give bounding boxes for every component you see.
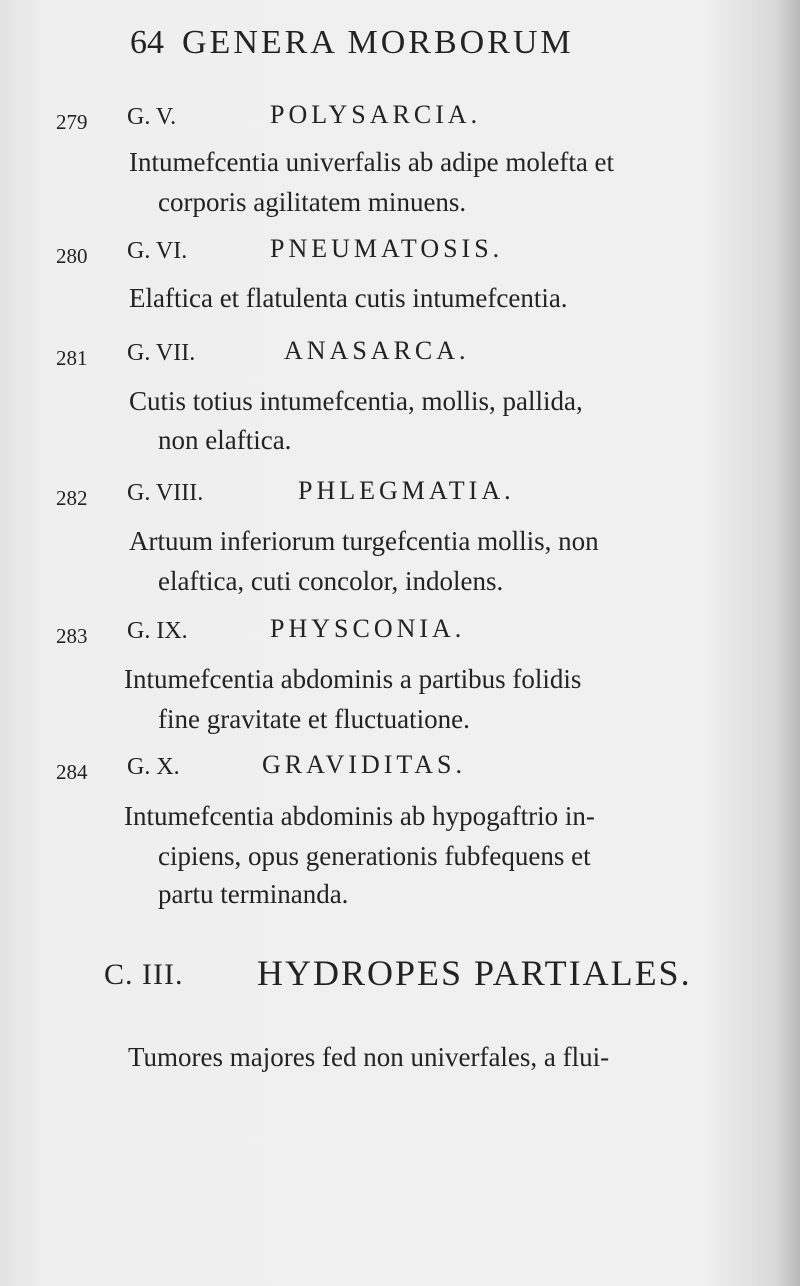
genus-label: G. VII. xyxy=(127,340,196,366)
genus-label: G. IX. xyxy=(127,618,188,644)
definition-line: fine gravitate et fluctuatione. xyxy=(158,704,470,734)
definition-line: elaftica, cuti concolor, indolens. xyxy=(158,566,504,596)
entry-number: 281 xyxy=(56,346,88,370)
entry-number: 279 xyxy=(56,110,88,134)
definition-line: Elaftica et flatulenta cutis intumefcentia. xyxy=(129,283,568,313)
definition-line: partu terminanda. xyxy=(158,879,349,909)
disease-name: PHYSCONIA. xyxy=(270,614,466,643)
entry-number: 284 xyxy=(56,760,88,784)
definition-line: corporis agilitatem minuens. xyxy=(158,187,467,217)
running-header xyxy=(130,24,574,62)
disease-name: POLYSARCIA. xyxy=(270,100,482,129)
definition-line: non elaftica. xyxy=(158,425,292,455)
entry-number: 283 xyxy=(56,624,88,648)
class-label: C. III. xyxy=(104,958,184,991)
definition-line: Intumefcentia abdominis a partibus folidis xyxy=(124,664,582,694)
class-title: HYDROPES PARTIALES. xyxy=(257,953,692,993)
definition-line: Intumefcentia univerfalis ab adipe molefta et xyxy=(129,147,615,177)
continuation-line: Tumores majores fed non univerfales, a flui- xyxy=(128,1042,610,1072)
definition-line: Intumefcentia abdominis ab hypogaftrio in- xyxy=(124,801,595,831)
entry-number: 280 xyxy=(56,244,88,268)
genus-label: G. VIII. xyxy=(127,480,204,506)
genus-label: G. V. xyxy=(127,104,177,130)
disease-name: ANASARCA. xyxy=(284,336,470,365)
disease-name: PHLEGMATIA. xyxy=(298,476,515,505)
genus-label: G. X. xyxy=(127,754,180,780)
definition-line: Cutis totius intumefcentia, mollis, pallida, xyxy=(129,386,583,416)
page-number: 64 xyxy=(130,24,164,61)
disease-name: GRAVIDITAS. xyxy=(262,750,466,779)
disease-name: PNEUMATOSIS. xyxy=(270,234,504,263)
entry-number: 282 xyxy=(56,486,88,510)
genus-label: G. VI. xyxy=(127,238,188,264)
definition-line: Artuum inferiorum turgefcentia mollis, non xyxy=(129,526,599,556)
definition-line: cipiens, opus generationis fubfequens et xyxy=(158,841,591,871)
header-title: GENERA MORBORUM xyxy=(182,24,574,61)
